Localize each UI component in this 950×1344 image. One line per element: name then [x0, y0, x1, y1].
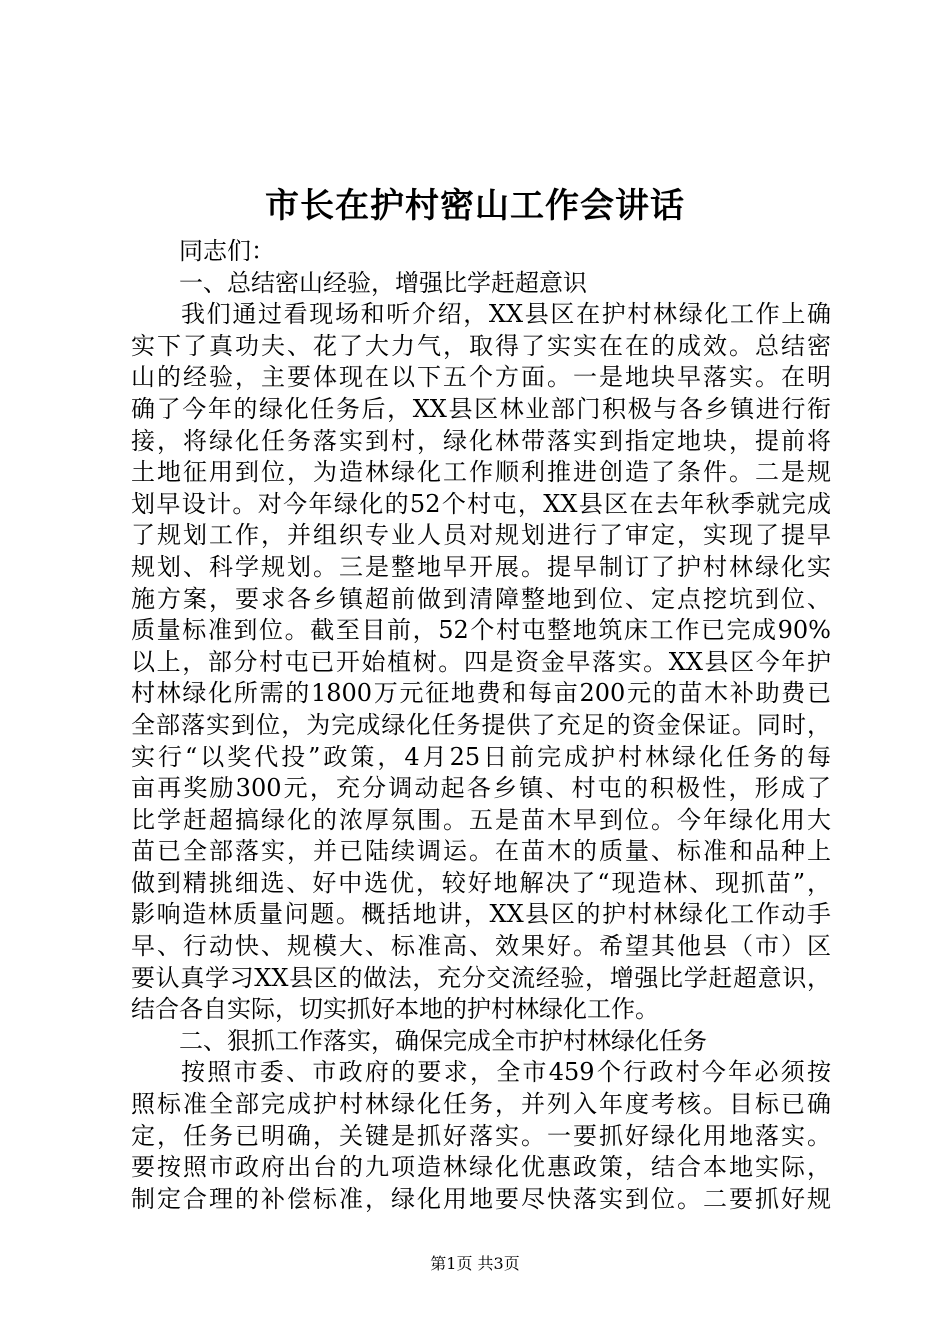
paragraph-line: 施方案，要求各乡镇超前做到清障整地到位、定点挖坑到位、: [131, 584, 831, 613]
paragraph-line: 影响造林质量问题。概括地讲，XX县区的护村林绿化工作动手: [131, 900, 831, 929]
paragraph-line: 全部落实到位，为完成绿化任务提供了充足的资金保证。同时，: [131, 710, 831, 739]
paragraph-line: 结合各自实际，切实抓好本地的护村林绿化工作。: [131, 995, 659, 1024]
salutation-line: 同志们：: [179, 237, 275, 265]
paragraph-line: 规划、科学规划。三是整地早开展。提早制订了护村林绿化实: [131, 552, 831, 581]
paragraph-line: 要认真学习XX县区的做法，充分交流经验，增强比学赶超意识，: [131, 963, 831, 992]
paragraph-line: 我们通过看现场和听介绍，XX县区在护村林绿化工作上确: [181, 300, 831, 329]
document-body: [131, 236, 831, 1215]
paragraph-line: 实下了真功夫、花了大力气，取得了实实在在的成效。总结密: [131, 331, 831, 360]
paragraph-line: 土地征用到位，为造林绿化工作顺利推进创造了条件。二是规: [131, 458, 831, 487]
document-title: 市长在护村密山工作会讲话: [265, 186, 685, 226]
paragraph-line: 要按照市政府出台的九项造林绿化优惠政策，结合本地实际，: [131, 1153, 831, 1182]
paragraph-line: 实行“以奖代投”政策，4月25日前完成护村林绿化任务的每: [131, 742, 831, 771]
paragraph-line: 接，将绿化任务落实到村，绿化林带落实到指定地块，提前将: [131, 426, 831, 455]
paragraph-line: 质量标准到位。截至目前，52个村屯整地筑床工作已完成90%: [131, 616, 831, 645]
paragraph-line: 定，任务已明确，关键是抓好落实。一要抓好绿化用地落实。: [131, 1121, 831, 1150]
paragraph-line: 苗已全部落实，并已陆续调运。在苗木的质量、标准和品种上: [131, 837, 831, 866]
paragraph-line: 做到精挑细选、好中选优，较好地解决了“现造林、现抓苗”，: [131, 868, 831, 897]
paragraph-line: 亩再奖励300元，充分调动起各乡镇、村屯的积极性，形成了: [131, 774, 831, 803]
section-heading-1: 一、总结密山经验，增强比学赶超意识: [179, 268, 587, 297]
paragraph-line: 按照市委、市政府的要求，全市459个行政村今年必须按: [181, 1058, 831, 1087]
paragraph-line: 早、行动快、规模大、标准高、效果好。希望其他县（市）区: [131, 932, 831, 961]
paragraph-line: 比学赶超搞绿化的浓厚氛围。五是苗木早到位。今年绿化用大: [131, 805, 831, 834]
paragraph-line: 村林绿化所需的1800万元征地费和每亩200元的苗木补助费已: [131, 679, 831, 708]
paragraph-line: 确了今年的绿化任务后，XX县区林业部门积极与各乡镇进行衔: [131, 394, 831, 423]
paragraph-line: 制定合理的补偿标准，绿化用地要尽快落实到位。二要抓好规: [131, 1184, 831, 1213]
paragraph-line: 照标准全部完成护村林绿化任务，并列入年度考核。目标已确: [131, 1090, 831, 1119]
paragraph-line: 了规划工作，并组织专业人员对规划进行了审定，实现了提早: [131, 521, 831, 550]
paragraph-line: 划早设计。对今年绿化的52个村屯，XX县区在去年秋季就完成: [131, 489, 831, 518]
page-number-footer: 第1页 共3页: [430, 1254, 520, 1273]
paragraph-line: 山的经验，主要体现在以下五个方面。一是地块早落实。在明: [131, 363, 831, 392]
paragraph-line: 以上，部分村屯已开始植树。四是资金早落实。XX县区今年护: [131, 647, 831, 676]
section-heading-2: 二、狠抓工作落实，确保完成全市护村林绿化任务: [179, 1026, 707, 1055]
